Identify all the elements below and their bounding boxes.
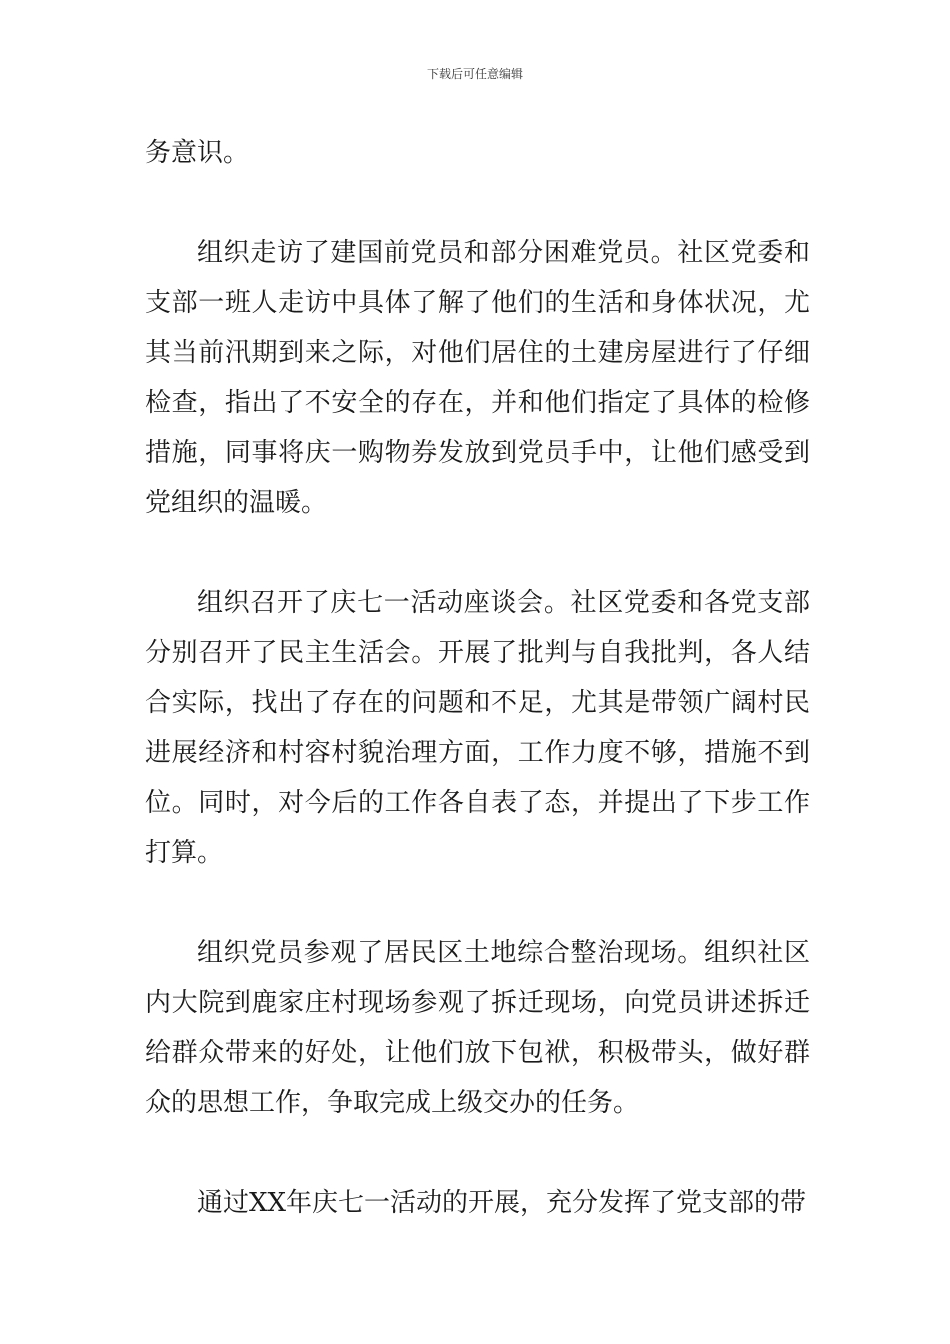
paragraph-summary: 通过XX年庆七一活动的开展，充分发挥了党支部的带 (197, 1188, 807, 1218)
page-header: 下载后可任意编辑 (426, 67, 523, 81)
paragraph-site-tour: 组织党员参观了居民区土地综合整治现场。组织社区内大院到鹿家庄村现场参观了拆迁现场，向党员讲述拆迁给群众带来的好处，让他们放下包袱，积极带头，做好群众的思想工作，争取完成上级交办的任务。 (145, 938, 810, 1118)
document-body (145, 128, 810, 1228)
paragraph-continuation: 务意识。 (145, 138, 250, 168)
paragraph-symposium: 组织召开了庆七一活动座谈会。社区党委和各党支部分别召开了民主生活会。开展了批判与自我批判，各人结合实际，找出了存在的问题和不足，尤其是带领广阔村民进展经济和村容村貌治理方面，工作力度不够，措施不到位。同时，对今后的工作各自表了态，并提出了下步工作打算。 (145, 588, 810, 868)
paragraph-visit: 组织走访了建国前党员和部分困难党员。社区党委和支部一班人走访中具体了解了他们的生活和身体状况，尤其当前汛期到来之际，对他们居住的土建房屋进行了仔细检查，指出了不安全的存在，并和他们指定了具体的检修措施，同事将庆一购物券发放到党员手中，让他们感受到党组织的温暖。 (145, 238, 810, 518)
